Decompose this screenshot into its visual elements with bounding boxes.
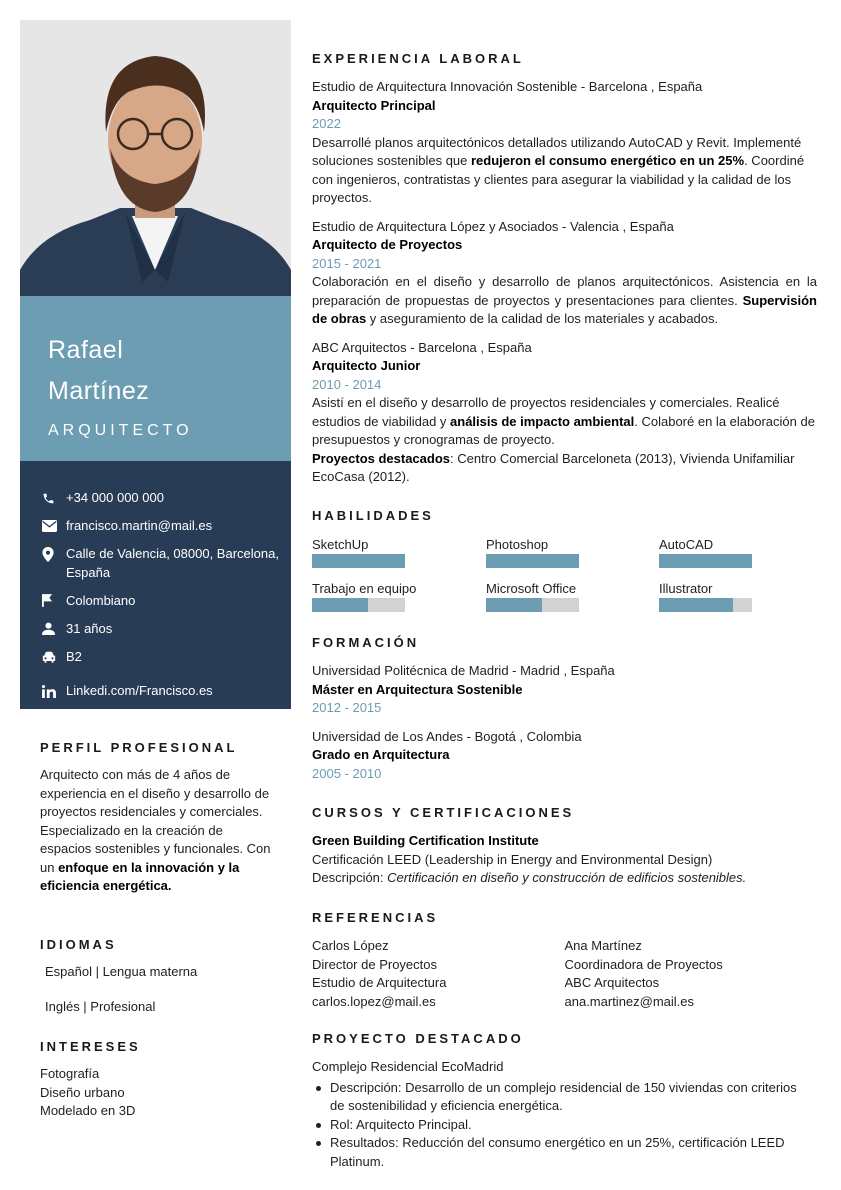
course-entry <box>312 832 817 888</box>
job-description <box>312 134 817 208</box>
experiencia-section <box>312 51 817 487</box>
reference-company: Estudio de Arquitectura <box>312 975 447 990</box>
skill-level-fill <box>486 598 542 612</box>
course-description <box>312 869 817 888</box>
job-description <box>312 273 817 329</box>
proyecto-title: PROYECTO DESTACADO <box>312 1031 524 1046</box>
job-desc-text: . Coordiné con ingenieros, contratistas y clientes para asegurar la viabilidad y la calidad de los proyectos. <box>312 153 805 205</box>
skill-level-fill <box>312 554 405 568</box>
skill-level-bar <box>312 598 405 612</box>
contact-address <box>42 545 291 582</box>
cursos-section <box>312 805 817 888</box>
skill-level-fill <box>659 554 752 568</box>
habilidades-section <box>312 508 817 616</box>
job-role: Arquitecto Junior <box>312 358 421 373</box>
job-desc-text: Desarrollé planos arquitectónicos detallados utilizando AutoCAD y Revit. Implementé soluciones sostenibles que <box>312 134 802 168</box>
job-company: Estudio de Arquitectura López y Asociados - Valencia , España <box>312 218 674 234</box>
job-company: ABC Arquitectos - Barcelona , España <box>312 339 532 355</box>
project-bullet: Descripción: Desarrollo de un complejo residencial de 150 viviendas con criterios de sostenibilidad y eficiencia energética. <box>312 1079 807 1116</box>
job-highlights-text: : Centro Comercial Barceloneta (2013), Vivienda Unifamiliar EcoCasa (2012). <box>312 450 795 484</box>
license-text: B2 <box>66 648 82 664</box>
perfil-section <box>40 740 275 896</box>
education-dates: 2012 - 2015 <box>312 700 382 715</box>
job-dates: 2022 <box>312 116 341 131</box>
education-degree: Grado en Arquitectura <box>312 747 450 762</box>
course-cert: Certificación LEED (Leadership in Energy and Environmental Design) <box>312 851 713 867</box>
course-desc-label: Descripción: <box>312 870 388 885</box>
skill-name: Trabajo en equipo <box>312 581 417 596</box>
idioma-item: Español | Lengua materna <box>45 964 198 979</box>
phone-text: +34 000 000 000 <box>66 490 164 505</box>
skill-item <box>312 536 405 568</box>
first-name: Rafael <box>48 336 124 364</box>
reference-name: Carlos López <box>312 938 389 953</box>
interes-item: Diseño urbano <box>40 1084 125 1100</box>
formacion-section <box>312 635 817 783</box>
skill-level-bar <box>659 598 752 612</box>
age-text: 31 años <box>66 620 113 636</box>
job-desc-text: Asistí en el diseño y desarrollo de proyectos residenciales y comerciales. Realicé estudios de viabilidad y <box>312 395 780 429</box>
job-desc-text: . Colaboré en la elaboración de presupuestos y cronogramas de proyecto. <box>312 413 815 447</box>
skill-level-bar <box>659 554 752 568</box>
idioma-item: Inglés | Profesional <box>45 998 156 1014</box>
linkedin-icon <box>42 682 66 701</box>
reference-email[interactable]: ana.martinez@mail.es <box>564 993 695 1009</box>
skill-name: Microsoft Office <box>486 581 577 596</box>
nationality-text: Colombiano <box>66 592 136 608</box>
job-dates: 2010 - 2014 <box>312 376 382 392</box>
contact-panel <box>20 461 291 709</box>
habilidades-title: HABILIDADES <box>312 508 434 523</box>
education-entry <box>312 728 817 784</box>
skill-name: AutoCAD <box>659 537 714 552</box>
location-pin-icon <box>42 545 66 564</box>
referencias-title: REFERENCIAS <box>312 910 439 925</box>
address-text: Calle de Valencia, 08000, Barcelona, España <box>66 546 279 580</box>
job-dates: 2015 - 2021 <box>312 255 382 271</box>
skill-name: Photoshop <box>486 537 549 552</box>
contact-license <box>42 648 291 667</box>
flag-icon <box>42 592 66 611</box>
formacion-title: FORMACIÓN <box>312 635 420 650</box>
idiomas-section <box>40 937 275 1016</box>
education-dates: 2005 - 2010 <box>312 765 382 781</box>
skill-item <box>312 580 417 612</box>
skill-level-bar <box>312 554 405 568</box>
linkedin-text[interactable]: Linkedi.com/Francisco.es <box>66 683 213 698</box>
job-title: ARQUITECTO <box>48 422 193 439</box>
perfil-title: PERFIL PROFESIONAL <box>40 740 238 755</box>
course-desc-text: Certificación en diseño y construcción de edificios sostenibles. <box>387 870 747 885</box>
reference-email[interactable]: carlos.lopez@mail.es <box>312 993 436 1009</box>
reference-card <box>565 937 818 1011</box>
contact-email <box>42 517 291 536</box>
skill-level-fill <box>486 554 579 568</box>
project-bullet: Resultados: Reducción del consumo energético en un 25%, certificación LEED Platinum. <box>312 1134 807 1171</box>
job-company: Estudio de Arquitectura Innovación Sostenible - Barcelona , España <box>312 79 703 94</box>
skill-level-fill <box>659 598 733 612</box>
interes-item: Fotografía <box>40 1066 100 1081</box>
job-description <box>312 394 817 450</box>
last-name: Martínez <box>48 377 150 405</box>
skill-level-bar <box>486 554 579 568</box>
project-bullets <box>312 1079 807 1172</box>
job-role: Arquitecto de Proyectos <box>312 237 463 252</box>
proyecto-section <box>312 1031 817 1171</box>
job-entry <box>312 78 817 208</box>
education-school: Universidad Politécnica de Madrid - Madrid , España <box>312 663 615 678</box>
reference-company: ABC Arquitectos <box>564 975 660 990</box>
email-text[interactable]: francisco.martin@mail.es <box>66 518 213 533</box>
job-entry <box>312 218 817 329</box>
job-highlights-label: Proyectos destacados <box>312 450 451 466</box>
project-bullet: Rol: Arquitecto Principal. <box>312 1116 807 1135</box>
job-desc-text: y aseguramiento de la calidad de los materiales y acabados. <box>366 311 719 326</box>
job-role: Arquitecto Principal <box>312 97 436 113</box>
skill-item <box>659 536 752 568</box>
skill-item <box>486 536 579 568</box>
interes-item: Modelado en 3D <box>40 1103 136 1118</box>
phone-icon <box>42 489 66 508</box>
skill-level-fill <box>312 598 368 612</box>
car-icon <box>42 648 66 667</box>
cursos-title: CURSOS Y CERTIFICACIONES <box>312 805 575 820</box>
intereses-title: INTERESES <box>40 1039 141 1054</box>
job-desc-text: Colaboración en el diseño y desarrollo de planos arquitectónicos. Asistencia en la preparación de propuestas de proyectos y presentaciones para clientes. <box>312 274 817 308</box>
course-org: Green Building Certification Institute <box>312 833 539 848</box>
profile-photo <box>20 20 291 296</box>
intereses-section <box>40 1039 275 1121</box>
job-desc-bold: análisis de impacto ambiental <box>450 413 635 429</box>
skill-level-bar <box>486 598 579 612</box>
job-desc-bold: Supervisión de obras <box>312 292 817 326</box>
experiencia-title: EXPERIENCIA LABORAL <box>312 51 524 66</box>
reference-role: Director de Proyectos <box>312 956 437 972</box>
contact-linkedin <box>42 682 291 701</box>
contact-nationality <box>42 592 291 611</box>
education-entry <box>312 662 817 718</box>
job-highlights <box>312 450 817 487</box>
education-degree: Máster en Arquitectura Sostenible <box>312 681 523 697</box>
skill-name: SketchUp <box>312 537 369 552</box>
skill-name: Illustrator <box>659 581 713 596</box>
contact-phone <box>42 489 291 508</box>
mail-icon <box>42 517 66 536</box>
skills-grid <box>312 536 817 616</box>
job-entry <box>312 339 817 487</box>
skill-item <box>659 580 752 612</box>
reference-card <box>312 937 565 1011</box>
perfil-text <box>40 766 275 896</box>
job-desc-bold: redujeron el consumo energético en un 25% <box>471 153 745 168</box>
name-panel <box>20 296 291 461</box>
references-grid <box>312 937 817 1011</box>
perfil-text-bold: enfoque en la innovación y la eficiencia energética. <box>40 859 240 893</box>
person-icon <box>42 620 66 639</box>
idiomas-title: IDIOMAS <box>40 937 117 952</box>
contact-age <box>42 620 291 639</box>
education-school: Universidad de Los Andes - Bogotá , Colombia <box>312 728 582 744</box>
skill-item <box>486 580 579 612</box>
referencias-section <box>312 910 817 1011</box>
project-name: Complejo Residencial EcoMadrid <box>312 1059 504 1074</box>
reference-name: Ana Martínez <box>564 938 642 953</box>
reference-role: Coordinadora de Proyectos <box>564 956 723 972</box>
perfil-text-plain: Arquitecto con más de 4 años de experiencia en el diseño y desarrollo de proyectos residenciales y comerciales. Especializado en la creación de espacios sostenibles y funcionales. Con un <box>40 767 271 875</box>
